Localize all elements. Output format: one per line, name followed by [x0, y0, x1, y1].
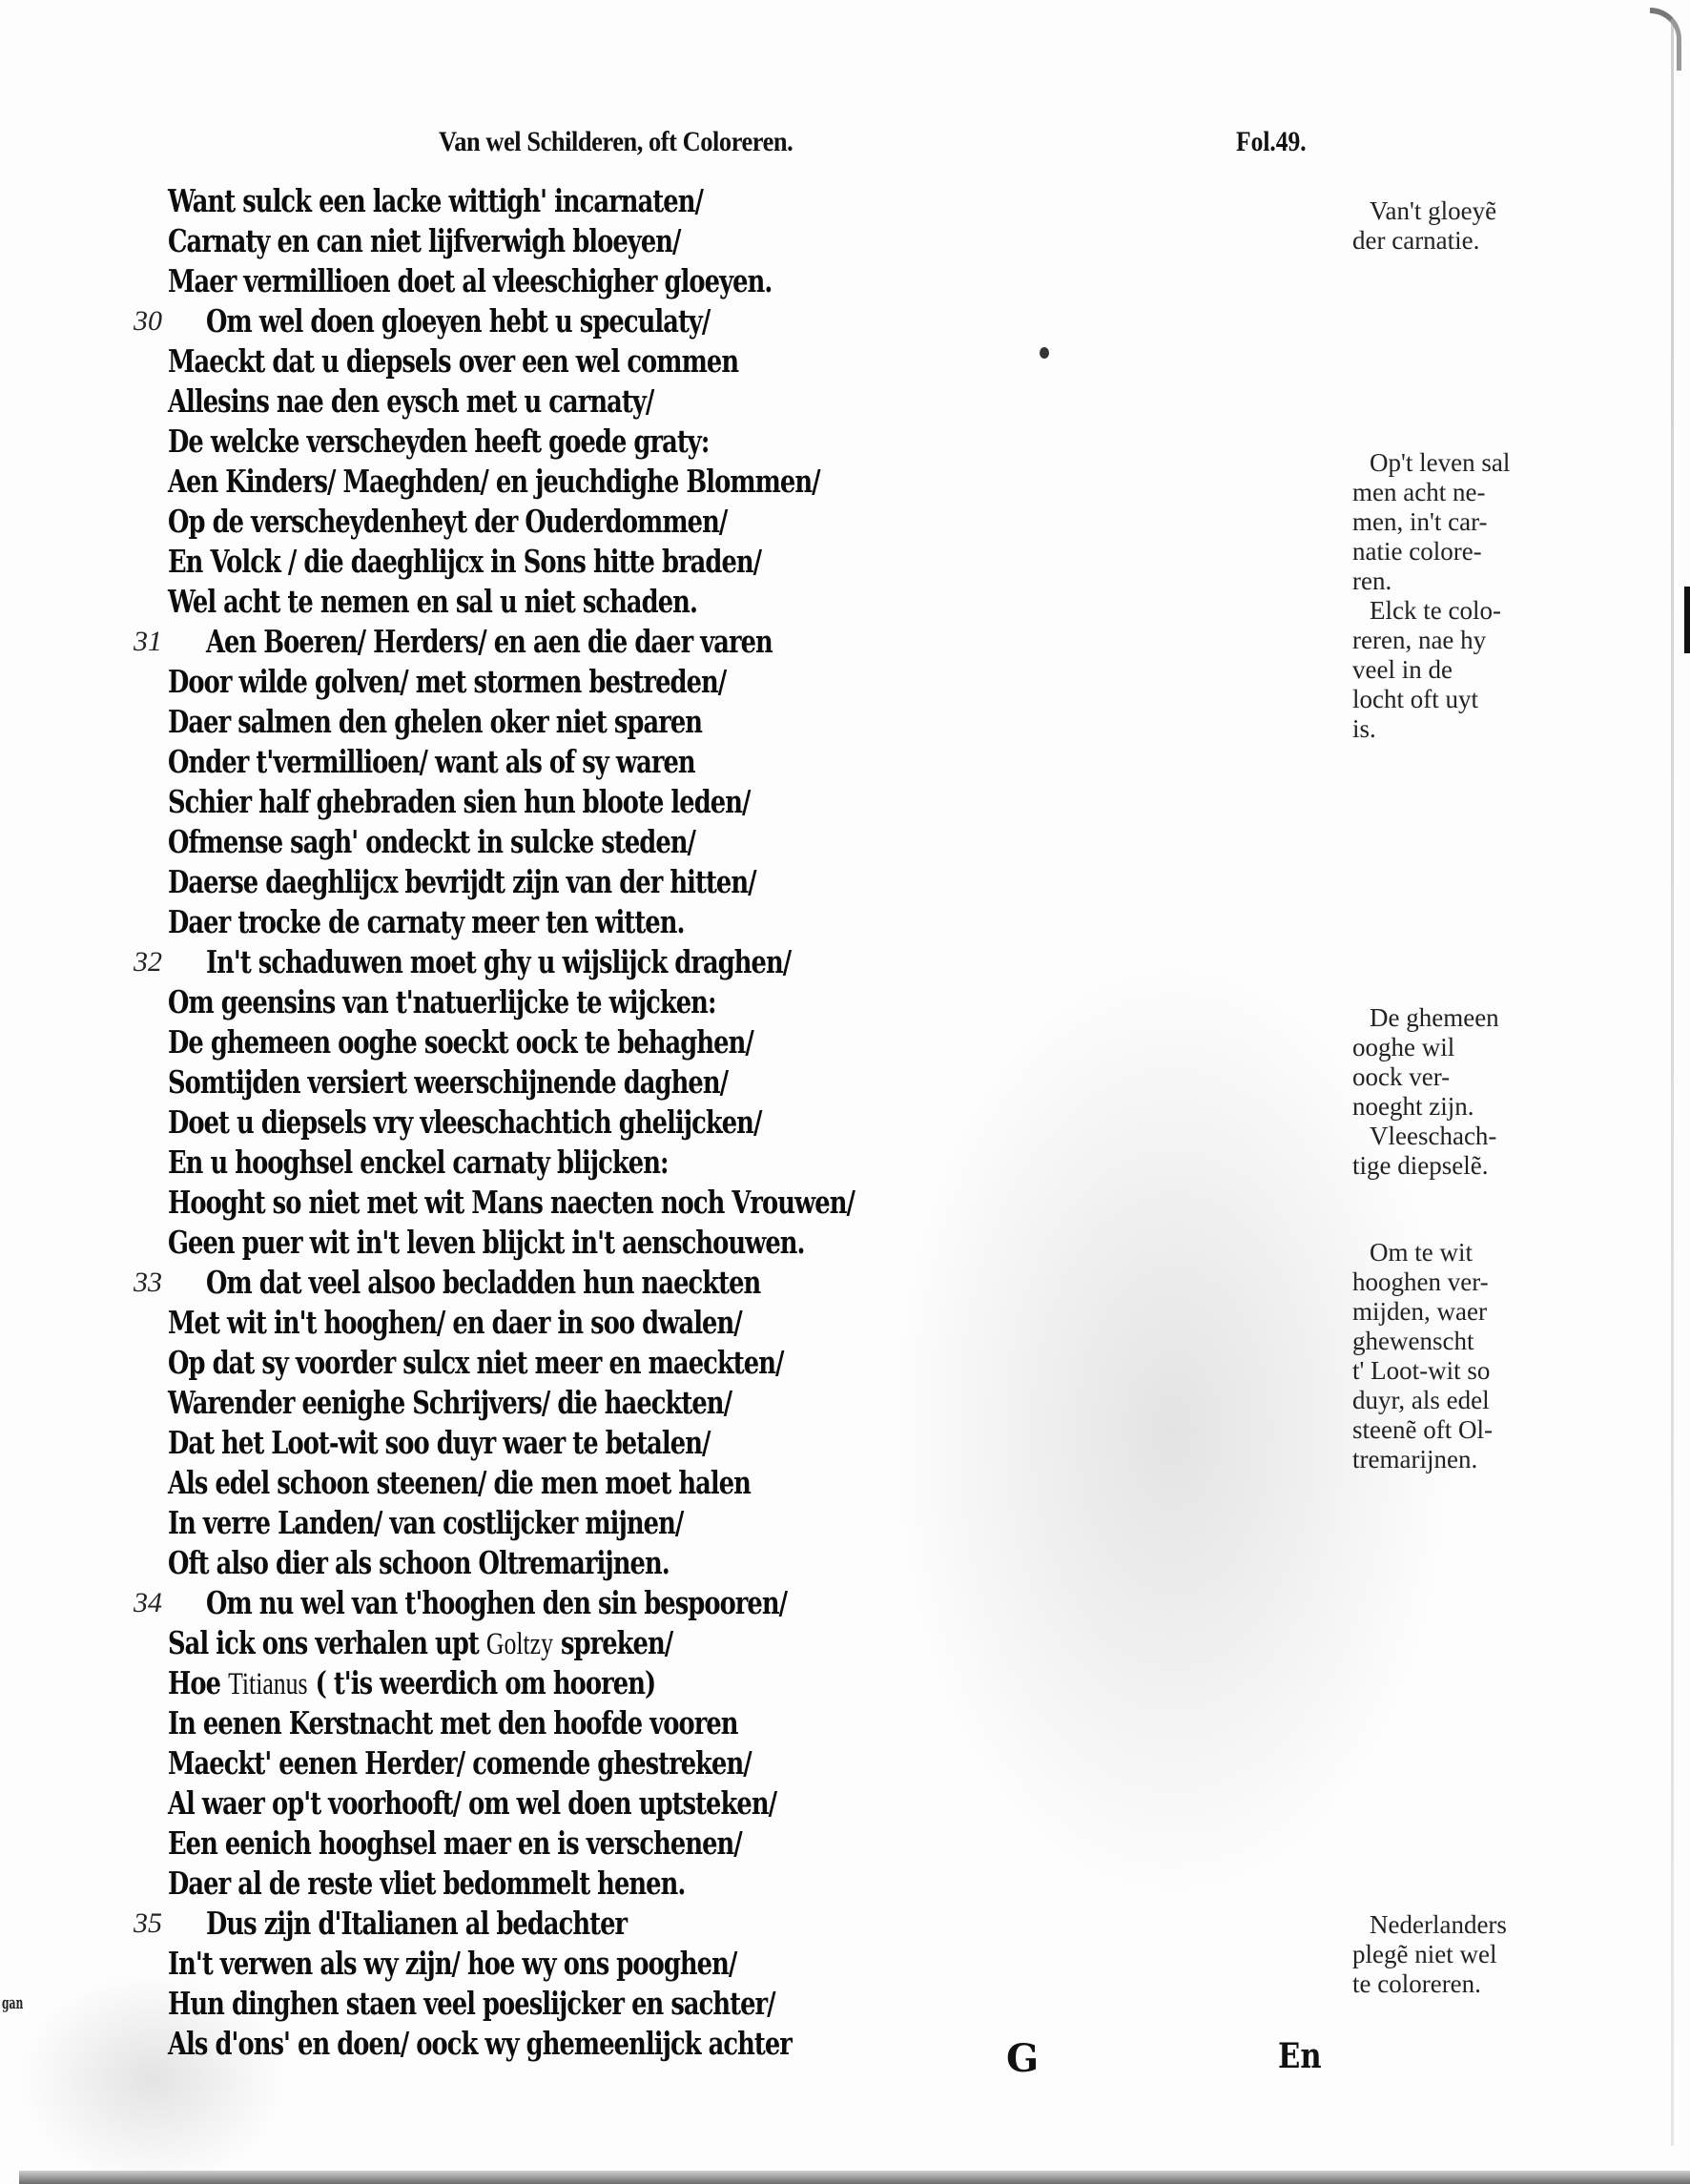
- verse-line: Om geensins van t'natuerlijcke te wijcken:: [168, 983, 716, 1020]
- marginal-note-line: men, in't car-: [1352, 507, 1488, 536]
- verse-line: Dat het Loot-wit soo duyr waer te betalen/: [168, 1424, 711, 1461]
- verse-line: Hoe Titianus ( t'is weerdich om hooren): [168, 1664, 656, 1701]
- ink-spot: [1040, 347, 1049, 359]
- signature-mark: G: [1006, 2036, 1040, 2081]
- verse-line: Aen Boeren/ Herders/ en aen die daer varen: [206, 623, 773, 660]
- marginal-note-line: hooghen ver-: [1352, 1267, 1489, 1296]
- verse-line: Hooght so niet met wit Mans naecten noch Vrouwen/: [168, 1184, 855, 1221]
- verse-line: Als edel schoon steenen/ die men moet halen: [168, 1464, 751, 1501]
- marginal-note-line: veel in de: [1352, 655, 1453, 684]
- verse-line: Om wel doen gloeyen hebt u speculaty/: [206, 302, 711, 340]
- marginal-note-line: tremarijnen.: [1352, 1445, 1478, 1473]
- verse-line: Warender eenighe Schrijvers/ die haeckten/: [168, 1384, 732, 1421]
- marginal-note-line: ren.: [1352, 567, 1392, 595]
- marginal-note-line: duyr, als edel: [1352, 1386, 1490, 1414]
- marginal-note-line: t' Loot-wit so: [1352, 1356, 1491, 1385]
- verse-number: 32: [134, 946, 162, 978]
- verse-line: Met wit in't hooghen/ en daer in soo dwalen/: [168, 1304, 742, 1341]
- page-curl: [1650, 8, 1681, 71]
- verse-line: In verre Landen/ van costlijcker mijnen/: [168, 1504, 684, 1541]
- marginal-note-line: ooghe wil: [1352, 1033, 1455, 1061]
- marginal-note-line: Vleeschach-: [1370, 1122, 1497, 1150]
- verse-line: Als d'ons' en doen/ oock wy ghemeenlijck achter: [168, 2025, 792, 2062]
- verse-number: 31: [134, 626, 162, 657]
- marginal-note: [1352, 1910, 1581, 1999]
- verse-line: Dus zijn d'Italianen al bedachter: [206, 1905, 628, 1942]
- marginal-note-line: Elck te colo-: [1370, 596, 1501, 625]
- verse-line: Want sulck een lacke wittigh' incarnaten/: [168, 182, 703, 219]
- verse-line: Somtijden versiert weerschijnende daghen/: [168, 1063, 729, 1101]
- verse-line: Doet u diepsels vry vleeschachtich ghelijcken/: [168, 1103, 762, 1141]
- verse-line: Een eenich hooghsel maer en is verschenen/: [168, 1824, 742, 1862]
- page-bottom-edge: [19, 2171, 1690, 2184]
- catchword: En: [1278, 2036, 1322, 2076]
- marginal-note-line: der carnatie.: [1352, 226, 1480, 255]
- marginal-note-line: De ghemeen: [1370, 1003, 1499, 1032]
- verse-line: Wel acht te nemen en sal u niet schaden.: [168, 583, 697, 620]
- marginal-note-line: mijden, waer: [1352, 1297, 1487, 1326]
- verse-line: Allesins nae den eysch met u carnaty/: [168, 382, 654, 420]
- verse-line: Maer vermillioen doet al vleeschigher gloeyen.: [168, 262, 773, 299]
- marginal-note-line: reren, nae hy: [1352, 626, 1487, 654]
- adjacent-page-fragment: gan: [2, 1993, 24, 2013]
- verse-line: Op de verscheydenheyt der Ouderdommen/: [168, 503, 728, 540]
- marginal-note: [1352, 1238, 1581, 1474]
- marginal-note-line: Op't leven sal: [1370, 448, 1511, 477]
- verse-line: Aen Kinders/ Maeghden/ en jeuchdighe Blommen/: [168, 463, 820, 500]
- marginal-note-line: is.: [1352, 714, 1376, 743]
- marginal-note-line: Om te wit: [1370, 1238, 1473, 1267]
- verse-line: Carnaty en can niet lijfverwigh bloeyen/: [168, 222, 681, 259]
- verse-line: Daer salmen den ghelen oker niet sparen: [168, 703, 703, 740]
- verse-line: In eenen Kerstnacht met den hoofde vooren: [168, 1704, 738, 1741]
- marginal-note-line: plegẽ niet wel: [1352, 1940, 1497, 1968]
- verse-number: 35: [134, 1907, 162, 1939]
- marginal-note: [1352, 448, 1581, 744]
- verse-line: Schier half ghebraden sien hun bloote leden/: [168, 783, 751, 820]
- marginal-note-line: tige diepselẽ.: [1352, 1151, 1489, 1180]
- verse-line: Om nu wel van t'hooghen den sin bespooren/: [206, 1584, 788, 1621]
- verse-line: En u hooghsel enckel carnaty blijcken:: [168, 1144, 669, 1181]
- verse-line: Maeckt' eenen Herder/ comende ghestreken/: [168, 1744, 752, 1782]
- verse-line: Onder t'vermillioen/ want als of sy waren: [168, 743, 695, 780]
- marginal-note: [1352, 196, 1581, 256]
- running-head: Van wel Schilderen, oft Coloreren.: [439, 126, 793, 157]
- marginal-note-line: steenẽ oft Ol-: [1352, 1415, 1493, 1444]
- marginal-note-line: Nederlanders: [1370, 1910, 1507, 1939]
- verse-line: Op dat sy voorder sulcx niet meer en maeckten/: [168, 1344, 784, 1381]
- verse-number: 34: [134, 1587, 162, 1618]
- verse-line: Sal ick ons verhalen upt Goltzy spreken/: [168, 1624, 673, 1661]
- marginal-note-line: te coloreren.: [1352, 1969, 1481, 1998]
- verse-line: Door wilde golven/ met stormen bestreden/: [168, 663, 727, 700]
- verse-line: En Volck / die daeghlijcx in Sons hitte braden/: [168, 543, 762, 580]
- marginal-note-line: locht oft uyt: [1352, 685, 1478, 713]
- verse-line: Geen puer wit in't leven blijckt in't aenschouwen.: [168, 1224, 805, 1261]
- folio-number: Fol.49.: [1236, 126, 1307, 157]
- verse-line: Al waer op't voorhooft/ om wel doen uptsteken/: [168, 1784, 777, 1822]
- verse-line: Ofmense sagh' ondeckt in sulcke steden/: [168, 823, 696, 860]
- page-edge: [1671, 19, 1674, 2146]
- verse-line: In't verwen als wy zijn/ hoe wy ons pooghen/: [168, 1945, 737, 1982]
- verse-line: Daerse daeghlijcx bevrijdt zijn van der hitten/: [168, 863, 756, 900]
- marginal-note-line: natie colore-: [1352, 537, 1482, 566]
- edge-tab-mark: [1684, 587, 1690, 653]
- marginal-note-line: ghewenscht: [1352, 1327, 1474, 1355]
- verse-line: In't schaduwen moet ghy u wijslijck draghen/: [206, 943, 792, 980]
- marginal-note-line: men acht ne-: [1352, 478, 1486, 506]
- marginal-note: [1352, 1003, 1581, 1181]
- verse-line: Daer al de reste vliet bedommelt henen.: [168, 1865, 686, 1902]
- verse-line: De ghemeen ooghe soeckt oock te behaghen/: [168, 1023, 753, 1061]
- verse-line: Maeckt dat u diepsels over een wel commen: [168, 342, 739, 380]
- verse-line: Oft also dier als schoon Oltremarijnen.: [168, 1544, 670, 1581]
- verse-line: Om dat veel alsoo becladden hun naeckten: [206, 1264, 761, 1301]
- verse-number: 33: [134, 1267, 162, 1298]
- verse-line: De welcke verscheyden heeft goede graty:: [168, 422, 710, 460]
- verse-number: 30: [134, 305, 162, 337]
- marginal-note-line: oock ver-: [1352, 1062, 1451, 1091]
- verse-line: Daer trocke de carnaty meer ten witten.: [168, 903, 685, 940]
- marginal-note-line: Van't gloeyẽ: [1370, 196, 1497, 225]
- verse-line: Hun dinghen staen veel poeslijcker en sachter/: [168, 1985, 775, 2022]
- marginal-note-line: noeght zijn.: [1352, 1092, 1474, 1121]
